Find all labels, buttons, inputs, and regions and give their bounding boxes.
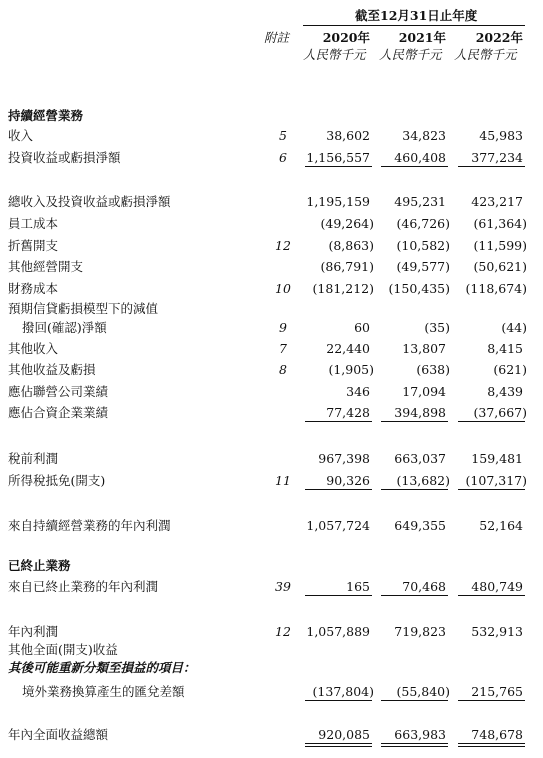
- label-finance-costs: 財務成本: [8, 281, 59, 296]
- label-depreciation: 折舊開支: [8, 238, 59, 253]
- value-exchange-differences-2022: 215,765: [471, 684, 523, 699]
- subtotal-underline: [305, 421, 372, 422]
- value-total-income-2022: 423,217: [471, 194, 523, 209]
- value-profit-continuing-2022: 52,164: [479, 518, 523, 533]
- value-other-gains-losses-2022: (621): [493, 362, 527, 377]
- value-profit-for-year-2021: 719,823: [394, 624, 446, 639]
- label-other-operating-expenses: 其他經營開支: [8, 259, 84, 274]
- value-total-comprehensive-income-2022: 748,678: [471, 727, 523, 742]
- value-total-comprehensive-income-2020: 920,085: [318, 727, 370, 742]
- value-other-income-2020: 22,440: [326, 341, 370, 356]
- unit-2021-header: 人民幣千元: [379, 47, 442, 62]
- period-header: 截至12月31日止年度: [355, 8, 478, 23]
- value-revenue-2021: 34,823: [402, 128, 446, 143]
- label-reclassifiable-items: 其後可能重新分類至損益的項目：: [8, 660, 196, 675]
- value-total-comprehensive-income-2021: 663,983: [394, 727, 446, 742]
- label-other-income: 其他收入: [8, 341, 59, 356]
- label-investment-gains: 投資收益或虧損淨額: [8, 150, 121, 165]
- value-other-operating-expenses-2020: (86,791): [320, 259, 374, 274]
- unit-2020-header: 人民幣千元: [303, 47, 366, 62]
- total-double-underline: [305, 743, 372, 747]
- note-income-tax: 11: [275, 473, 291, 488]
- value-investment-gains-2020: 1,156,557: [306, 150, 370, 165]
- note-investment-gains: 6: [279, 150, 287, 165]
- subtotal-underline: [458, 595, 525, 596]
- value-impairment-reversal-2020: 60: [354, 320, 370, 335]
- value-other-operating-expenses-2022: (50,621): [473, 259, 527, 274]
- value-impairment-reversal-2021: (35): [424, 320, 450, 335]
- value-income-tax-2022: (107,317): [465, 473, 527, 488]
- label-staff-costs: 員工成本: [8, 216, 59, 231]
- subtotal-underline: [381, 421, 448, 422]
- value-profit-discontinued-2020: 165: [346, 579, 370, 594]
- value-share-of-joint-ventures-2022: (37,667): [473, 405, 527, 420]
- total-double-underline: [381, 743, 448, 747]
- value-staff-costs-2022: (61,364): [473, 216, 527, 231]
- label-exchange-differences: 境外業務換算產生的匯兌差額: [22, 684, 185, 699]
- subtotal-underline: [458, 166, 525, 167]
- subtotal-underline: [381, 595, 448, 596]
- value-profit-for-year-2020: 1,057,889: [306, 624, 370, 639]
- note-profit-for-year: 12: [275, 624, 291, 639]
- period-underline: [303, 25, 525, 26]
- value-revenue-2020: 38,602: [326, 128, 370, 143]
- year-2022-header: 2022年: [475, 30, 523, 45]
- value-profit-before-tax-2022: 159,481: [471, 451, 523, 466]
- note-revenue: 5: [279, 128, 287, 143]
- value-total-income-2020: 1,195,159: [306, 194, 370, 209]
- value-other-operating-expenses-2021: (49,577): [396, 259, 450, 274]
- note-impairment-reversal: 9: [279, 320, 287, 335]
- subtotal-underline: [381, 700, 448, 701]
- value-profit-continuing-2021: 649,355: [394, 518, 446, 533]
- value-depreciation-2020: (8,863): [328, 238, 374, 253]
- value-profit-for-year-2022: 532,913: [471, 624, 523, 639]
- note-finance-costs: 10: [275, 281, 291, 296]
- value-profit-discontinued-2021: 70,468: [402, 579, 446, 594]
- note-other-gains-losses: 8: [279, 362, 287, 377]
- label-total-income: 總收入及投資收益或虧損淨額: [8, 194, 171, 209]
- value-impairment-reversal-2022: (44): [501, 320, 527, 335]
- value-finance-costs-2022: (118,674): [465, 281, 527, 296]
- value-other-income-2022: 8,415: [487, 341, 523, 356]
- value-exchange-differences-2021: (55,840): [396, 684, 450, 699]
- value-share-of-joint-ventures-2020: 77,428: [326, 405, 370, 420]
- label-share-of-joint-ventures: 應佔合資企業業績: [8, 405, 109, 420]
- value-depreciation-2022: (11,599): [473, 238, 527, 253]
- note-column-header: 附註: [264, 30, 290, 45]
- value-exchange-differences-2020: (137,804): [312, 684, 374, 699]
- value-other-gains-losses-2021: (638): [416, 362, 450, 377]
- value-income-tax-2021: (13,682): [396, 473, 450, 488]
- value-revenue-2022: 45,983: [479, 128, 523, 143]
- value-finance-costs-2021: (150,435): [388, 281, 450, 296]
- subtotal-underline: [305, 595, 372, 596]
- subtotal-underline: [305, 166, 372, 167]
- value-investment-gains-2022: 377,234: [471, 150, 523, 165]
- label-share-of-associates: 應佔聯營公司業績: [8, 384, 109, 399]
- value-share-of-associates-2022: 8,439: [487, 384, 523, 399]
- subtotal-underline: [381, 489, 448, 490]
- subtotal-underline: [458, 700, 525, 701]
- value-other-income-2021: 13,807: [402, 341, 446, 356]
- subtotal-underline: [305, 700, 372, 701]
- value-investment-gains-2021: 460,408: [394, 150, 446, 165]
- unit-2022-header: 人民幣千元: [454, 47, 517, 62]
- label-profit-before-tax: 稅前利潤: [8, 451, 59, 466]
- label-impairment-reversal: 撥回(確認)淨額: [22, 320, 107, 335]
- label-revenue: 收入: [8, 128, 34, 143]
- label-total-comprehensive-income: 年內全面收益總額: [8, 727, 109, 742]
- subtotal-underline: [381, 166, 448, 167]
- value-share-of-associates-2021: 17,094: [402, 384, 446, 399]
- value-profit-continuing-2020: 1,057,724: [306, 518, 370, 533]
- total-double-underline: [458, 743, 525, 747]
- value-other-gains-losses-2020: (1,905): [328, 362, 374, 377]
- subtotal-underline: [305, 489, 372, 490]
- value-total-income-2021: 495,231: [394, 194, 446, 209]
- value-share-of-associates-2020: 346: [346, 384, 370, 399]
- value-profit-before-tax-2020: 967,398: [318, 451, 370, 466]
- label-profit-for-year: 年內利潤: [8, 624, 59, 639]
- note-other-income: 7: [279, 341, 287, 356]
- note-depreciation: 12: [275, 238, 291, 253]
- value-staff-costs-2020: (49,264): [320, 216, 374, 231]
- note-profit-discontinued: 39: [275, 579, 291, 594]
- section-continuing-operations: 持續經營業務: [8, 108, 84, 123]
- subtotal-underline: [458, 421, 525, 422]
- value-share-of-joint-ventures-2021: 394,898: [394, 405, 446, 420]
- label-expected-credit-loss: 預期信貸虧損模型下的減值: [8, 301, 159, 316]
- label-other-gains-losses: 其他收益及虧損: [8, 362, 96, 377]
- section-discontinued-operations: 已終止業務: [8, 558, 71, 573]
- value-staff-costs-2021: (46,726): [396, 216, 450, 231]
- label-other-comprehensive: 其他全面(開支)收益: [8, 642, 118, 657]
- year-2020-header: 2020年: [322, 30, 370, 45]
- value-income-tax-2020: 90,326: [326, 473, 370, 488]
- subtotal-underline: [458, 489, 525, 490]
- value-depreciation-2021: (10,582): [396, 238, 450, 253]
- value-finance-costs-2020: (181,212): [312, 281, 374, 296]
- label-profit-discontinued: 來自已終止業務的年內利潤: [8, 579, 159, 594]
- label-profit-continuing: 來自持續經營業務的年內利潤: [8, 518, 171, 533]
- value-profit-discontinued-2022: 480,749: [471, 579, 523, 594]
- value-profit-before-tax-2021: 663,037: [394, 451, 446, 466]
- year-2021-header: 2021年: [398, 30, 446, 45]
- label-income-tax: 所得稅抵免(開支): [8, 473, 106, 488]
